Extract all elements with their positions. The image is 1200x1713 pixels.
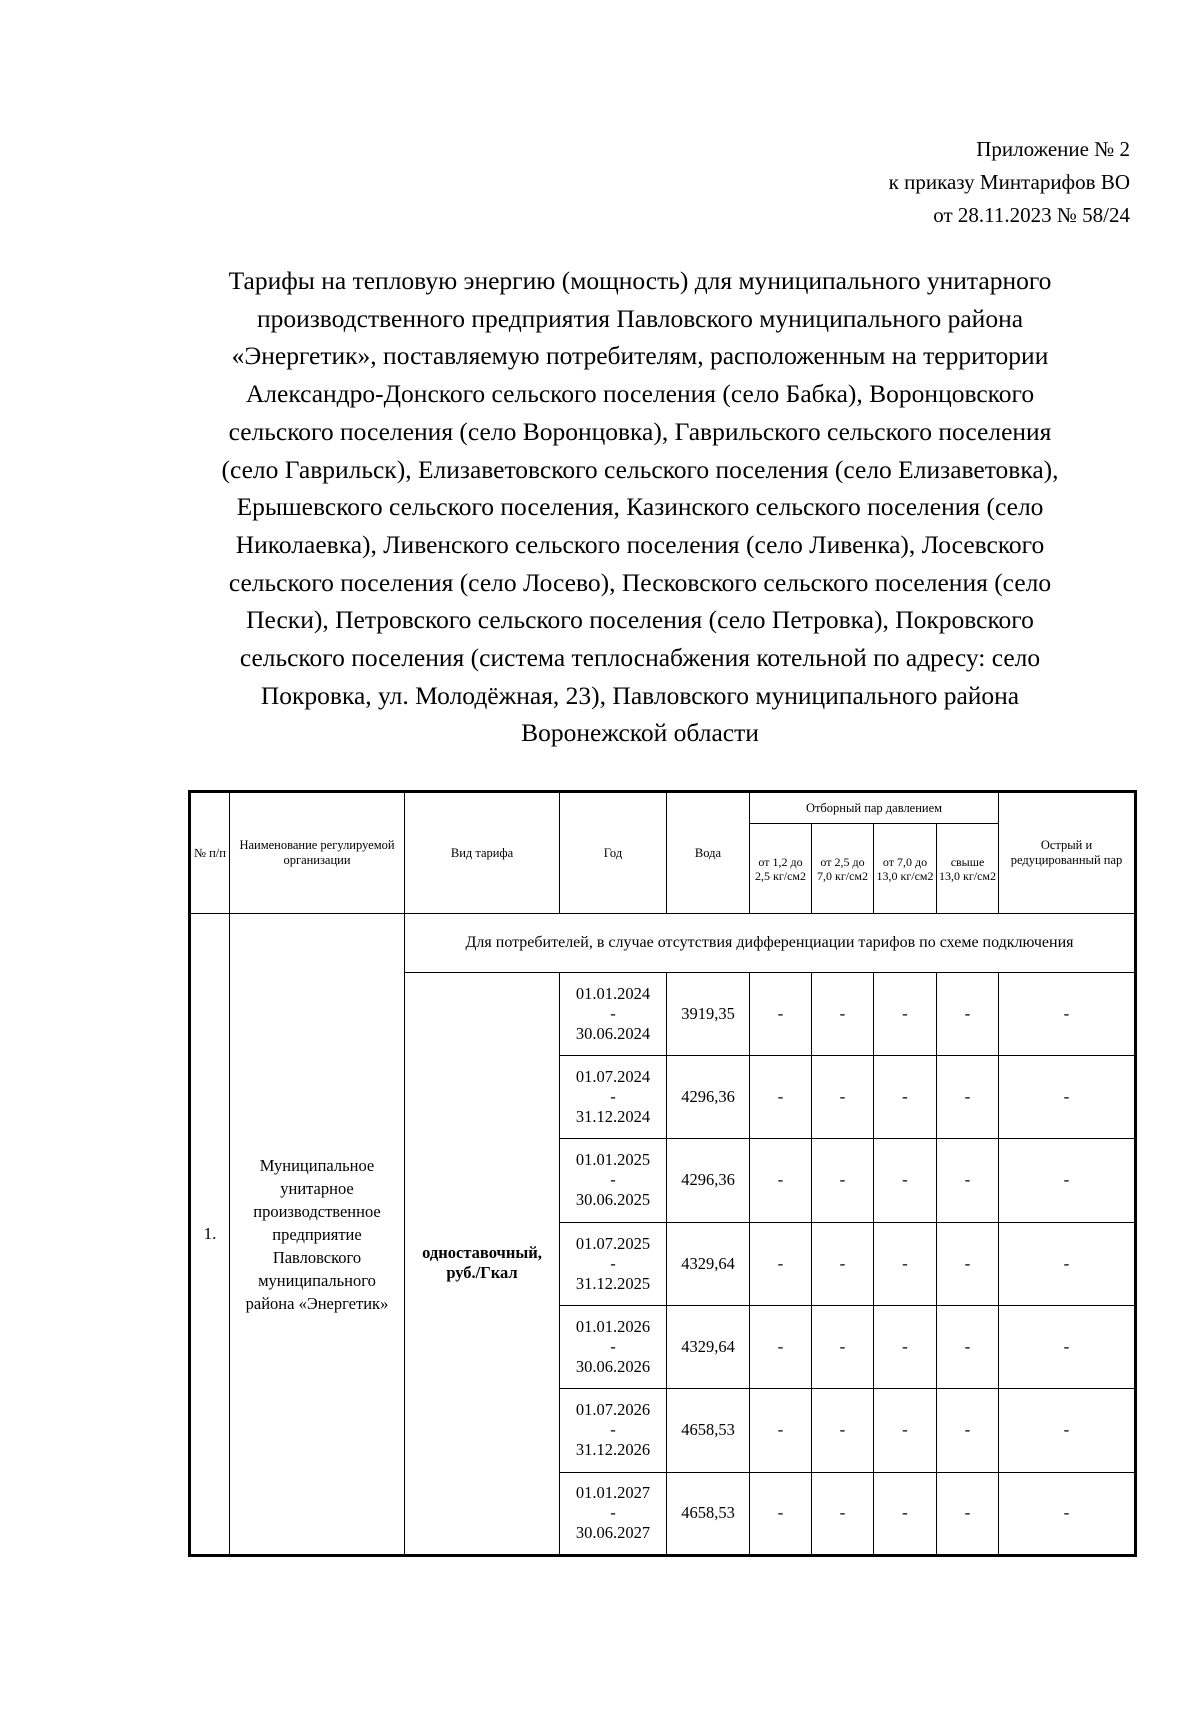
period-start: 01.01.2025 xyxy=(575,1150,651,1170)
period-start: 01.01.2024 xyxy=(575,983,651,1003)
steam-1-value: - xyxy=(750,1139,812,1222)
appendix-number: Приложение № 2 xyxy=(976,137,1130,161)
period-separator: - xyxy=(610,1420,616,1440)
steam-2-value: - xyxy=(812,1389,874,1472)
period-separator: - xyxy=(610,1087,616,1107)
header-steam-4: свыше 13,0 кг/см2 xyxy=(937,824,999,914)
water-value: 4658,53 xyxy=(667,1472,750,1555)
water-value: 3919,35 xyxy=(667,972,750,1055)
steam-3-value: - xyxy=(874,1139,937,1222)
steam-1-value: - xyxy=(750,1472,812,1555)
steam-3-value: - xyxy=(874,1472,937,1555)
period-end: 30.06.2025 xyxy=(575,1190,651,1210)
appendix-date: от 28.11.2023 № 58/24 xyxy=(933,203,1130,227)
header-steam-group: Отборный пар давлением xyxy=(750,792,999,824)
title-line: «Энергетик», поставляемую потребителям, расположенным на территории xyxy=(231,341,1049,371)
title-line: (село Гаврильск), Елизаветовского сельского поселения (село Елизаветовка), xyxy=(221,454,1059,484)
period-end: 30.06.2027 xyxy=(575,1523,651,1543)
period-cell xyxy=(560,1472,667,1555)
period-separator: - xyxy=(610,1170,616,1190)
period-end: 31.12.2025 xyxy=(575,1273,651,1293)
title-line: производственного предприятия Павловского муниципального района xyxy=(256,303,1024,333)
steam-4-value: - xyxy=(937,1056,999,1139)
title-line: сельского поселения (система теплоснабжения котельной по адресу: село xyxy=(239,643,1041,673)
sharp-steam-value: - xyxy=(999,1222,1136,1305)
steam-1-value: - xyxy=(750,1056,812,1139)
steam-3-value: - xyxy=(874,1305,937,1388)
sharp-steam-value: - xyxy=(999,1056,1136,1139)
period-separator: - xyxy=(610,1503,616,1523)
steam-1-value: - xyxy=(750,972,812,1055)
steam-4-value: - xyxy=(937,1222,999,1305)
header-water: Вода xyxy=(667,792,750,914)
steam-1-value: - xyxy=(750,1389,812,1472)
period-separator: - xyxy=(610,1003,616,1023)
period-separator: - xyxy=(610,1337,616,1357)
steam-4-value: - xyxy=(937,1139,999,1222)
steam-3-value: - xyxy=(874,1222,937,1305)
period-start: 01.07.2026 xyxy=(575,1400,651,1420)
title-line: Воронежской области xyxy=(521,718,759,748)
steam-3-value: - xyxy=(874,972,937,1055)
header-sharp-steam: Острый и редуцированный пар xyxy=(999,792,1136,914)
header-steam-2: от 2,5 до 7,0 кг/см2 xyxy=(812,824,874,914)
title-line: сельского поселения (село Воронцовка), Гаврильского сельского поселения xyxy=(228,416,1052,446)
period-start: 01.07.2024 xyxy=(575,1067,651,1087)
steam-2-value: - xyxy=(812,1139,874,1222)
period-cell xyxy=(560,1389,667,1472)
period-start: 01.07.2025 xyxy=(575,1233,651,1253)
header-year: Год xyxy=(560,792,667,914)
period-cell xyxy=(560,1056,667,1139)
period-end: 31.12.2026 xyxy=(575,1440,651,1460)
water-value: 4296,36 xyxy=(667,1056,750,1139)
steam-2-value: - xyxy=(812,1472,874,1555)
steam-4-value: - xyxy=(937,1305,999,1388)
steam-3-value: - xyxy=(874,1056,937,1139)
water-value: 4329,64 xyxy=(667,1305,750,1388)
title-line: Николаевка), Ливенского сельского поселения (село Ливенка), Лосевского xyxy=(235,529,1045,559)
period-cell xyxy=(560,1222,667,1305)
appendix-reference xyxy=(889,133,1130,232)
steam-2-value: - xyxy=(812,972,874,1055)
steam-2-value: - xyxy=(812,1222,874,1305)
steam-2-value: - xyxy=(812,1056,874,1139)
steam-3-value: - xyxy=(874,1389,937,1472)
steam-4-value: - xyxy=(937,1389,999,1472)
steam-1-value: - xyxy=(750,1305,812,1388)
period-cell xyxy=(560,972,667,1055)
period-cell xyxy=(560,1305,667,1388)
period-separator: - xyxy=(610,1253,616,1273)
water-value: 4329,64 xyxy=(667,1222,750,1305)
title-line: Тарифы на тепловую энергию (мощность) для муниципального унитарного xyxy=(228,266,1052,295)
period-end: 30.06.2024 xyxy=(575,1023,651,1043)
tariff-type: одноставочный, руб./Гкал xyxy=(405,972,560,1555)
period-end: 31.12.2024 xyxy=(575,1107,651,1127)
document-title xyxy=(150,262,1130,752)
title-line: Ерышевского сельского поселения, Казинского сельского поселения (село xyxy=(236,492,1044,522)
water-value: 4658,53 xyxy=(667,1389,750,1472)
tariff-table xyxy=(188,790,1137,1557)
period-start: 01.01.2026 xyxy=(575,1317,651,1337)
sharp-steam-value: - xyxy=(999,1472,1136,1555)
header-tariff-type: Вид тарифа xyxy=(405,792,560,914)
header-organization: Наименование регулируемой организации xyxy=(230,792,405,914)
sharp-steam-value: - xyxy=(999,1389,1136,1472)
title-line: Покровка, ул. Молодёжная, 23), Павловского муниципального района xyxy=(260,680,1020,710)
sharp-steam-value: - xyxy=(999,972,1136,1055)
steam-4-value: - xyxy=(937,972,999,1055)
sharp-steam-value: - xyxy=(999,1139,1136,1222)
header-steam-1: от 1,2 до 2,5 кг/см2 xyxy=(750,824,812,914)
steam-1-value: - xyxy=(750,1222,812,1305)
row-number: 1. xyxy=(190,914,230,1556)
title-line: Александро-Донского сельского поселения (село Бабка), Воронцовского xyxy=(245,379,1035,409)
water-value: 4296,36 xyxy=(667,1139,750,1222)
header-num: № п/п xyxy=(190,792,230,914)
period-cell xyxy=(560,1139,667,1222)
period-end: 30.06.2026 xyxy=(575,1357,651,1377)
organization-name: Муниципальное унитарное производственное предприятие Павловского муниципального района «Энергетик» xyxy=(230,914,405,1556)
appendix-order: к приказу Минтарифов ВО xyxy=(888,170,1130,194)
steam-4-value: - xyxy=(937,1472,999,1555)
title-line: сельского поселения (село Лосево), Песковского сельского поселения (село xyxy=(228,567,1052,597)
section-title: Для потребителей, в случае отсутствия дифференциации тарифов по схеме подключения xyxy=(405,914,1136,972)
sharp-steam-value: - xyxy=(999,1305,1136,1388)
header-steam-3: от 7,0 до 13,0 кг/см2 xyxy=(874,824,937,914)
title-line: Пески), Петровского сельского поселения (село Петровка), Покровского xyxy=(246,605,1034,635)
steam-2-value: - xyxy=(812,1305,874,1388)
period-start: 01.01.2027 xyxy=(575,1483,651,1503)
